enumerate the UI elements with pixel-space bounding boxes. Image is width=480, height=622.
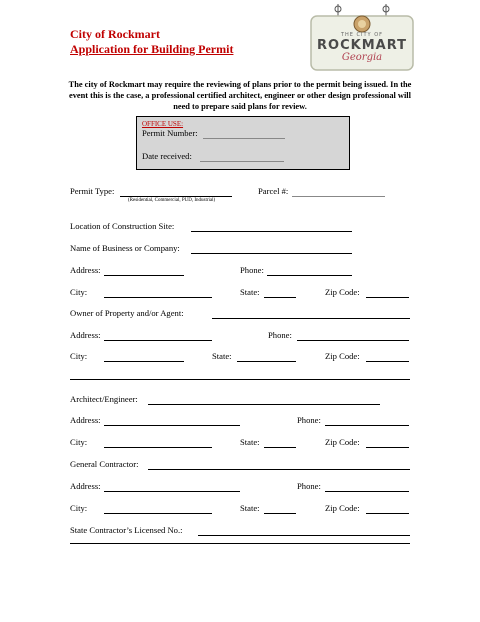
architect-phone-line[interactable] [325,425,409,426]
intro-text: The city of Rockmart may require the reviewing of plans prior to the permit being issued. In the event this is the case, a professional certified architect, engineer or other design professional will need to prepare said plans for review. [68,80,412,111]
business-city-line[interactable] [104,297,212,298]
architect-line[interactable] [148,404,380,405]
architect-label: Architect/Engineer: [70,394,138,404]
owner-city-line[interactable] [104,361,184,362]
architect-state-label: State: [240,437,260,447]
date-received-line[interactable] [200,161,284,162]
location-line[interactable] [191,231,352,232]
business-line[interactable] [191,253,352,254]
city-logo [308,4,416,72]
office-use-box [136,116,350,170]
contractor-city-label: City: [70,503,88,513]
business-state-label: State: [240,287,260,297]
business-state-line[interactable] [264,297,296,298]
permit-type-hint: (Residential, Commercial, PUD, Industrial) [128,198,216,203]
office-use-heading: OFFICE USE: [142,120,184,128]
parcel-label: Parcel #: [258,186,289,196]
contractor-address-line[interactable] [104,491,240,492]
business-city-label: City: [70,287,88,297]
owner-phone-line[interactable] [297,340,409,341]
owner-line[interactable] [212,318,410,319]
business-address-line[interactable] [104,275,184,276]
blank-line[interactable] [70,379,410,380]
logo-line3: Georgia [341,52,383,63]
owner-zip-label: Zip Code: [325,351,360,361]
business-zip-line[interactable] [366,297,409,298]
final-line[interactable] [70,543,410,544]
city-title: City of Rockmart [70,27,160,41]
owner-address-line[interactable] [104,340,212,341]
architect-address-line[interactable] [104,425,240,426]
logo-line2: ROCKMART [317,38,407,53]
owner-state-label: State: [212,351,232,361]
architect-city-line[interactable] [104,447,212,448]
owner-zip-line[interactable] [366,361,409,362]
business-label: Name of Business or Company: [70,243,180,253]
permit-type-label: Permit Type: [70,186,115,196]
architect-state-line[interactable] [264,447,296,448]
general-contractor-line[interactable] [148,469,410,470]
license-label: State Contractor’s Licensed No.: [70,525,183,535]
architect-zip-line[interactable] [366,447,409,448]
contractor-state-label: State: [240,503,260,513]
architect-address-label: Address: [70,415,101,425]
business-zip-label: Zip Code: [325,287,360,297]
contractor-address-label: Address: [70,481,101,491]
owner-state-line[interactable] [237,361,296,362]
owner-city-label: City: [70,351,88,361]
contractor-state-line[interactable] [264,513,296,514]
parcel-line[interactable] [292,196,385,197]
business-phone-line[interactable] [267,275,352,276]
contractor-city-line[interactable] [104,513,212,514]
contractor-phone-line[interactable] [325,491,409,492]
architect-phone-label: Phone: [297,415,321,425]
business-address-label: Address: [70,265,101,275]
permit-number-line[interactable] [203,138,285,139]
permit-number-label: Permit Number: [142,128,198,138]
business-phone-label: Phone: [240,265,264,275]
location-label: Location of Construction Site: [70,221,175,231]
contractor-phone-label: Phone: [297,481,321,491]
owner-label: Owner of Property and/or Agent: [70,308,184,318]
contractor-zip-line[interactable] [366,513,409,514]
logo-line1: THE CITY OF [340,32,384,38]
permit-type-line[interactable] [120,196,232,197]
architect-city-label: City: [70,437,88,447]
architect-zip-label: Zip Code: [325,437,360,447]
form-title: Application for Building Permit [70,42,234,56]
date-received-label: Date received: [142,151,192,161]
owner-address-label: Address: [70,330,101,340]
general-contractor-label: General Contractor: [70,459,139,469]
license-line[interactable] [198,535,410,536]
contractor-zip-label: Zip Code: [325,503,360,513]
owner-phone-label: Phone: [268,330,292,340]
